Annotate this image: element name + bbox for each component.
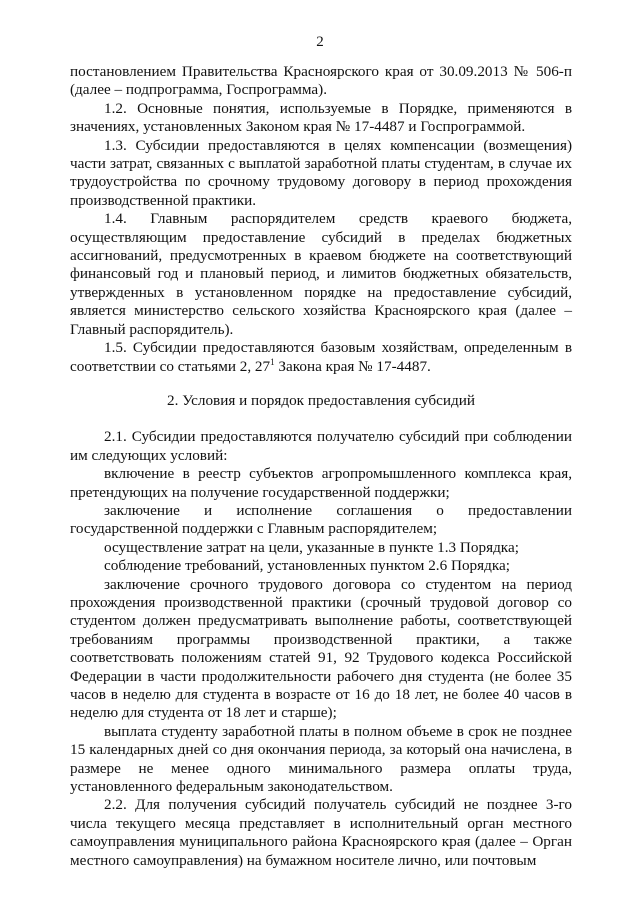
document-body (70, 63, 572, 870)
paragraph-1-5-text: 1.5. Субсидии предоставляются базовым хозяйствам, определенным в соответствии со статьями 2, 27 (70, 339, 572, 375)
paragraph-1-3: 1.3. Субсидии предоставляются в целях компенсации (возмещения) части затрат, связанных с выплатой заработной платы студентам, в случае их трудоустройства по срочному трудовому договору в период прохождения производственной практики. (70, 136, 572, 209)
condition-registry: включение в реестр субъектов агропромышленного комплекса края, претендующих на получение государственной поддержки; (70, 465, 572, 501)
superscript: 1 (270, 356, 275, 367)
paragraph-2-1: 2.1. Субсидии предоставляются получателю субсидий при соблюдении им следующих условий: (70, 428, 572, 464)
paragraph-continuation: постановлением Правительства Красноярского края от 30.09.2013 № 506-п (далее – подпрограмма, Госпрограмма). (70, 63, 572, 99)
condition-agreement: заключение и исполнение соглашения о предоставлении государственной поддержки с Главным распорядителем; (70, 501, 572, 538)
condition-requirements: соблюдение требований, установленных пунктом 2.6 Порядка; (104, 557, 510, 575)
section-heading: 2. Условия и порядок предоставления субсидий (167, 391, 475, 409)
paragraph-1-2: 1.2. Основные понятия, используемые в Порядке, применяются в значениях, установленных Законом края № 17-4487 и Госпрограммой. (70, 99, 572, 136)
paragraph-1-5-tail: Закона края № 17-4487. (274, 357, 431, 375)
paragraph-2-2: 2.2. Для получения субсидий получатель субсидий не позднее 3-го числа текущего месяца представляет в исполнительный орган местного самоуправления муниципального района Красноярского края (далее – Орган местного самоуправления) на бумажном носителе лично, или почтовым (70, 796, 572, 869)
condition-salary: выплата студенту заработной платы в полном объеме в срок не позднее 15 календарных дней со дня окончания периода, за который она начислена, в размере не менее одного минимального размера оплаты труда, установленного федеральным законодательством. (70, 722, 572, 796)
condition-contract: заключение срочного трудового договора со студентом на период прохождения производственной практики (срочный трудовой договор со студентом должен предусматривать выполнение работы, соответствующей требованиям программы производственной практики, а также соответствовать положениям статей 91, 92 Трудового кодекса Российской Федерации в части продолжительности рабочего дня студента (не более 35 часов в неделю для студента в возрасте от 16 до 18 лет, не более 40 часов в неделю для студента от 18 лет и старше); (70, 575, 572, 722)
condition-costs: осуществление затрат на цели, указанные в пункте 1.3 Порядка; (104, 538, 519, 556)
page-number: 2 (316, 34, 324, 50)
paragraph-1-5 (70, 339, 572, 376)
paragraph-1-4: 1.4. Главным распорядителем средств краевого бюджета, осуществляющим предоставление субсидий в пределах бюджетных ассигнований, предусмотренных в краевом бюджете на соответствующий финансовый год и плановый период, и лимитов бюджетных обязательств, утвержденных в установленном порядке на предоставление субсидий, является министерство сельского хозяйства Красноярского края (далее – Главный распорядитель). (70, 210, 572, 338)
